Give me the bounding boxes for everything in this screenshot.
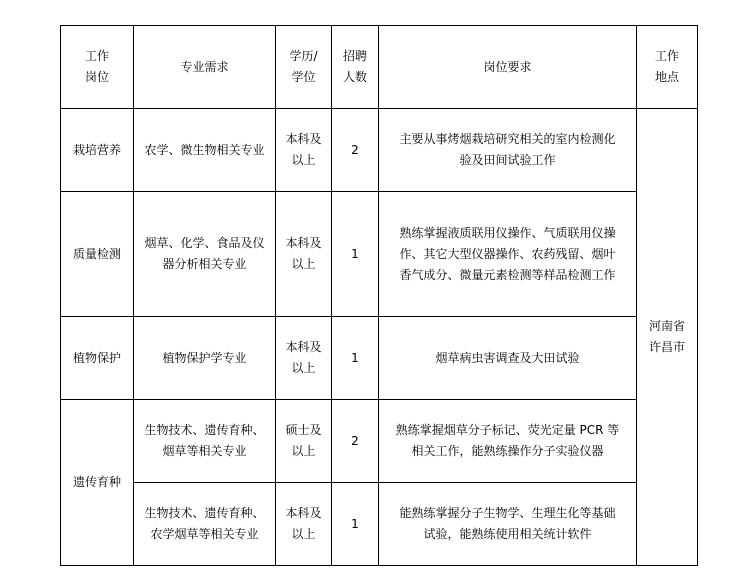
header-major: 专业需求 bbox=[134, 26, 276, 109]
major-cell: 生物技术、遗传育种、 农学烟草等相关专业 bbox=[134, 483, 276, 566]
count-cell: 2 bbox=[332, 400, 379, 483]
header-location: 工作 地点 bbox=[637, 26, 698, 109]
count-cell: 1 bbox=[332, 192, 379, 317]
degree-cell: 硕士及 以上 bbox=[276, 400, 332, 483]
degree-cell: 本科及 以上 bbox=[276, 317, 332, 400]
requirement-cell: 熟练掌握液质联用仪操作、气质联用仪操 作、其它大型仪器操作、农药残留、烟叶 香气成分、微量元素检测等样品检测工作 bbox=[379, 192, 637, 317]
requirement-cell: 主要从事烤烟栽培研究相关的室内检测化 验及田间试验工作 bbox=[379, 109, 637, 192]
header-count: 招聘 人数 bbox=[332, 26, 379, 109]
header-degree: 学历/ 学位 bbox=[276, 26, 332, 109]
major-cell: 烟草、化学、食品及仪 器分析相关专业 bbox=[134, 192, 276, 317]
position-cell: 植物保护 bbox=[61, 317, 134, 400]
position-cell: 遗传育种 bbox=[61, 400, 134, 566]
requirement-cell: 熟练掌握烟草分子标记、荧光定量 PCR 等 相关工作，能熟练操作分子实验仪器 bbox=[379, 400, 637, 483]
count-cell: 2 bbox=[332, 109, 379, 192]
recruitment-table bbox=[60, 25, 698, 566]
header-requirement: 岗位要求 bbox=[379, 26, 637, 109]
requirement-cell: 烟草病虫害调查及大田试验 bbox=[379, 317, 637, 400]
table-row bbox=[61, 400, 698, 483]
table-row bbox=[61, 317, 698, 400]
major-cell: 农学、微生物相关专业 bbox=[134, 109, 276, 192]
degree-cell: 本科及 以上 bbox=[276, 192, 332, 317]
position-cell: 质量检测 bbox=[61, 192, 134, 317]
major-cell: 生物技术、遗传育种、 烟草等相关专业 bbox=[134, 400, 276, 483]
table-row bbox=[61, 483, 698, 566]
degree-cell: 本科及 以上 bbox=[276, 483, 332, 566]
position-cell: 栽培营养 bbox=[61, 109, 134, 192]
degree-cell: 本科及 以上 bbox=[276, 109, 332, 192]
major-cell: 植物保护学专业 bbox=[134, 317, 276, 400]
header-row bbox=[61, 26, 698, 109]
requirement-cell: 能熟练掌握分子生物学、生理生化等基础 试验，能熟练使用相关统计软件 bbox=[379, 483, 637, 566]
header-position: 工作 岗位 bbox=[61, 26, 134, 109]
count-cell: 1 bbox=[332, 483, 379, 566]
table-row bbox=[61, 192, 698, 317]
location-cell: 河南省 许昌市 bbox=[637, 109, 698, 566]
table-row bbox=[61, 109, 698, 192]
count-cell: 1 bbox=[332, 317, 379, 400]
